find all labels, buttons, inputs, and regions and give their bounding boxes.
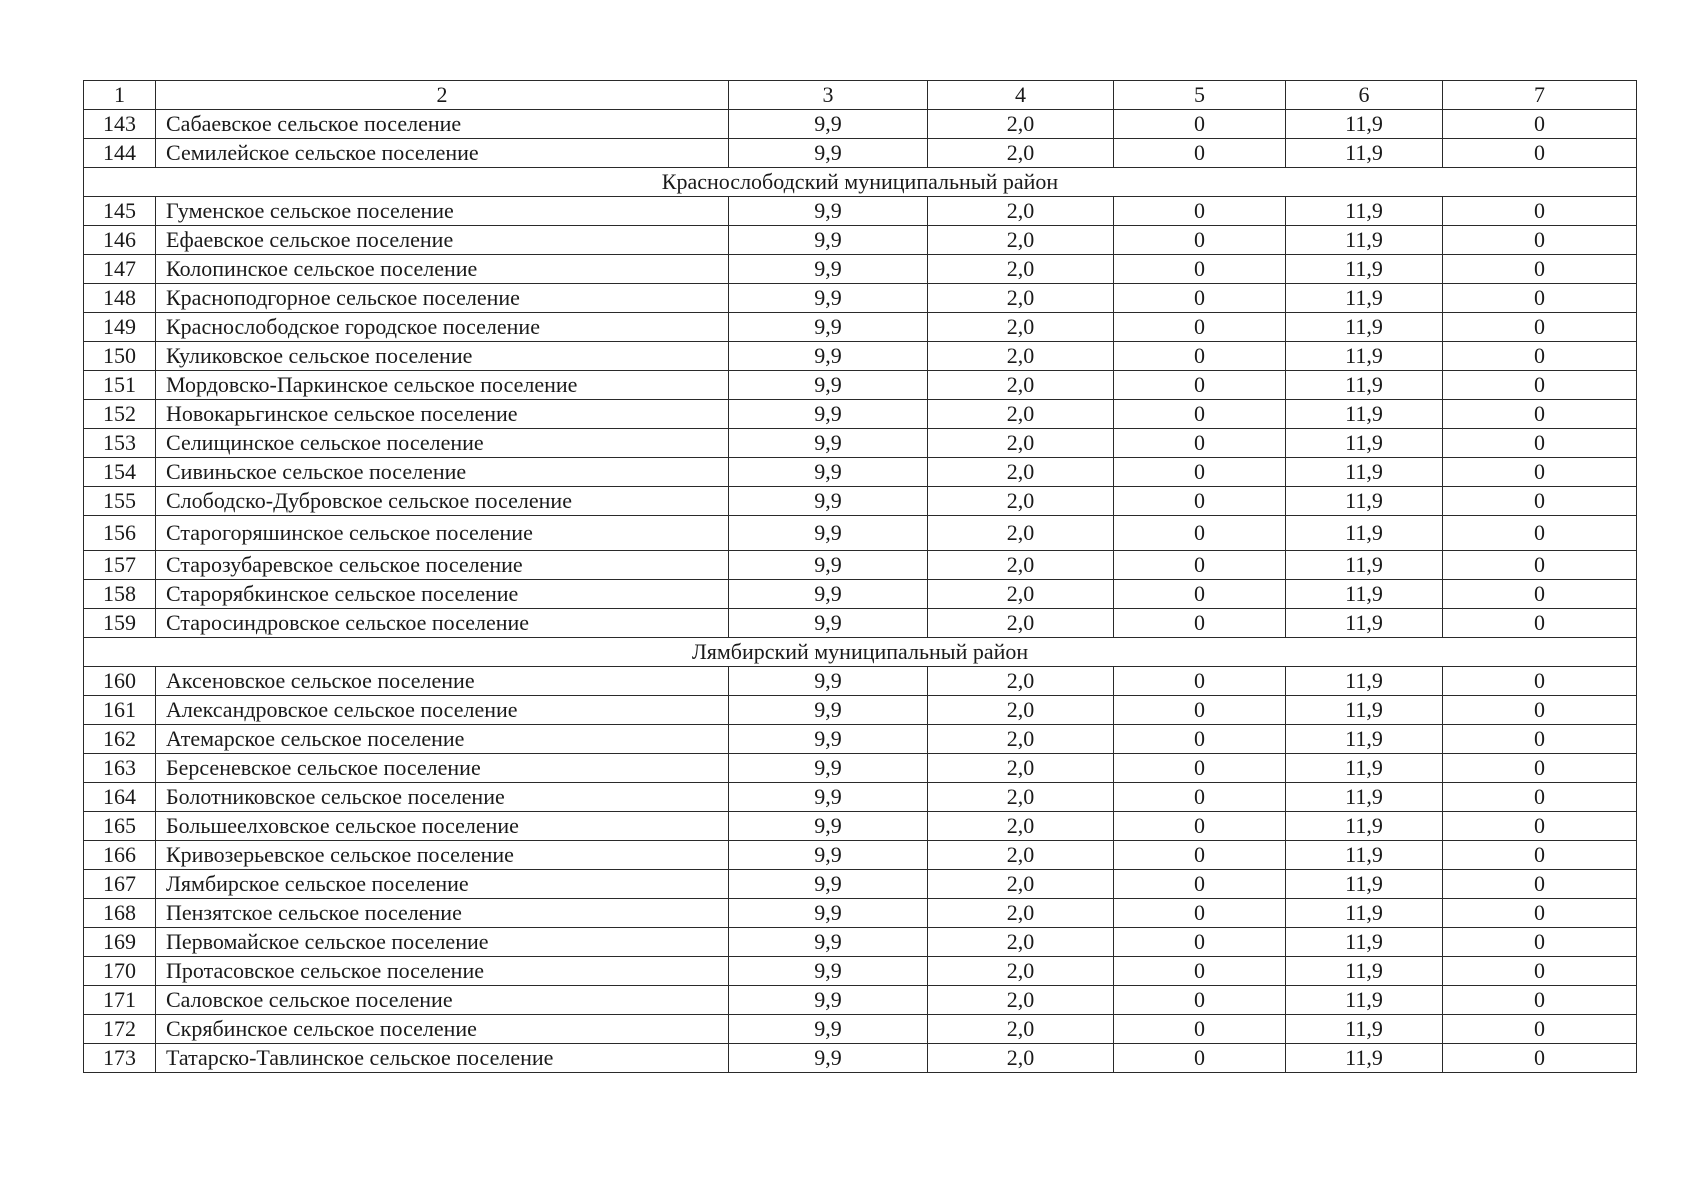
settlement-name: Селищинское сельское поселение — [156, 429, 729, 458]
value-col-5: 0 — [1114, 609, 1286, 638]
table-row — [84, 667, 1637, 696]
value-col-6: 11,9 — [1286, 371, 1443, 400]
row-number: 155 — [84, 487, 156, 516]
value-col-3: 9,9 — [729, 783, 928, 812]
value-col-7: 0 — [1443, 516, 1637, 551]
settlement-name: Атемарское сельское поселение — [156, 725, 729, 754]
column-number: 4 — [928, 81, 1114, 110]
value-col-7: 0 — [1443, 783, 1637, 812]
value-col-5: 0 — [1114, 342, 1286, 371]
settlement-name: Старозубаревское сельское поселение — [156, 551, 729, 580]
value-col-5: 0 — [1114, 986, 1286, 1015]
value-col-6: 11,9 — [1286, 725, 1443, 754]
settlement-name: Скрябинское сельское поселение — [156, 1015, 729, 1044]
value-col-5: 0 — [1114, 458, 1286, 487]
settlement-name: Большеелховское сельское поселение — [156, 812, 729, 841]
table-row — [84, 841, 1637, 870]
row-number: 143 — [84, 110, 156, 139]
value-col-6: 11,9 — [1286, 870, 1443, 899]
row-number: 148 — [84, 284, 156, 313]
value-col-7: 0 — [1443, 429, 1637, 458]
value-col-3: 9,9 — [729, 667, 928, 696]
value-col-5: 0 — [1114, 696, 1286, 725]
value-col-7: 0 — [1443, 812, 1637, 841]
value-col-5: 0 — [1114, 226, 1286, 255]
table-row — [84, 110, 1637, 139]
value-col-3: 9,9 — [729, 551, 928, 580]
value-col-7: 0 — [1443, 226, 1637, 255]
row-number: 159 — [84, 609, 156, 638]
table-row — [84, 371, 1637, 400]
column-number: 2 — [156, 81, 729, 110]
value-col-5: 0 — [1114, 783, 1286, 812]
district-title: Краснослободский муниципальный район — [84, 168, 1637, 197]
value-col-4: 2,0 — [928, 957, 1114, 986]
row-number: 168 — [84, 899, 156, 928]
value-col-6: 11,9 — [1286, 928, 1443, 957]
value-col-4: 2,0 — [928, 255, 1114, 284]
value-col-4: 2,0 — [928, 551, 1114, 580]
table-row — [84, 139, 1637, 168]
table-row — [84, 754, 1637, 783]
value-col-3: 9,9 — [729, 841, 928, 870]
row-number: 157 — [84, 551, 156, 580]
value-col-4: 2,0 — [928, 110, 1114, 139]
row-number: 149 — [84, 313, 156, 342]
value-col-6: 11,9 — [1286, 754, 1443, 783]
value-col-6: 11,9 — [1286, 342, 1443, 371]
settlement-name: Болотниковское сельское поселение — [156, 783, 729, 812]
value-col-6: 11,9 — [1286, 284, 1443, 313]
value-col-6: 11,9 — [1286, 580, 1443, 609]
settlement-name: Новокарьгинское сельское поселение — [156, 400, 729, 429]
value-col-6: 11,9 — [1286, 313, 1443, 342]
value-col-5: 0 — [1114, 313, 1286, 342]
value-col-7: 0 — [1443, 284, 1637, 313]
row-number: 161 — [84, 696, 156, 725]
table-row — [84, 487, 1637, 516]
value-col-6: 11,9 — [1286, 197, 1443, 226]
table-row — [84, 609, 1637, 638]
value-col-3: 9,9 — [729, 986, 928, 1015]
value-col-3: 9,9 — [729, 754, 928, 783]
value-col-7: 0 — [1443, 1015, 1637, 1044]
value-col-3: 9,9 — [729, 870, 928, 899]
district-header-row — [84, 168, 1637, 197]
value-col-5: 0 — [1114, 284, 1286, 313]
settlement-name: Сабаевское сельское поселение — [156, 110, 729, 139]
table-row — [84, 725, 1637, 754]
value-col-7: 0 — [1443, 754, 1637, 783]
value-col-3: 9,9 — [729, 1015, 928, 1044]
row-number: 144 — [84, 139, 156, 168]
settlement-name: Старорябкинское сельское поселение — [156, 580, 729, 609]
value-col-3: 9,9 — [729, 580, 928, 609]
value-col-7: 0 — [1443, 899, 1637, 928]
settlement-name: Саловское сельское поселение — [156, 986, 729, 1015]
value-col-5: 0 — [1114, 139, 1286, 168]
column-number: 5 — [1114, 81, 1286, 110]
column-number: 6 — [1286, 81, 1443, 110]
value-col-6: 11,9 — [1286, 400, 1443, 429]
value-col-7: 0 — [1443, 580, 1637, 609]
settlement-name: Александровское сельское поселение — [156, 696, 729, 725]
value-col-7: 0 — [1443, 139, 1637, 168]
row-number: 170 — [84, 957, 156, 986]
table-row — [84, 551, 1637, 580]
value-col-6: 11,9 — [1286, 1015, 1443, 1044]
value-col-3: 9,9 — [729, 928, 928, 957]
value-col-5: 0 — [1114, 725, 1286, 754]
value-col-5: 0 — [1114, 487, 1286, 516]
settlement-name: Ефаевское сельское поселение — [156, 226, 729, 255]
value-col-5: 0 — [1114, 197, 1286, 226]
value-col-7: 0 — [1443, 609, 1637, 638]
settlement-name: Краснослободское городское поселение — [156, 313, 729, 342]
row-number: 172 — [84, 1015, 156, 1044]
value-col-6: 11,9 — [1286, 551, 1443, 580]
value-col-3: 9,9 — [729, 812, 928, 841]
table-row — [84, 696, 1637, 725]
value-col-6: 11,9 — [1286, 609, 1443, 638]
table-row — [84, 1044, 1637, 1073]
value-col-7: 0 — [1443, 1044, 1637, 1073]
value-col-6: 11,9 — [1286, 110, 1443, 139]
table-body — [84, 81, 1637, 1073]
value-col-7: 0 — [1443, 986, 1637, 1015]
table-row — [84, 986, 1637, 1015]
value-col-3: 9,9 — [729, 342, 928, 371]
table-row — [84, 580, 1637, 609]
value-col-3: 9,9 — [729, 255, 928, 284]
value-col-6: 11,9 — [1286, 429, 1443, 458]
value-col-7: 0 — [1443, 551, 1637, 580]
value-col-7: 0 — [1443, 400, 1637, 429]
column-number: 7 — [1443, 81, 1637, 110]
row-number: 163 — [84, 754, 156, 783]
table-row — [84, 812, 1637, 841]
value-col-5: 0 — [1114, 371, 1286, 400]
row-number: 160 — [84, 667, 156, 696]
document-sheet — [83, 80, 1636, 1073]
value-col-4: 2,0 — [928, 754, 1114, 783]
value-col-4: 2,0 — [928, 928, 1114, 957]
value-col-7: 0 — [1443, 458, 1637, 487]
value-col-5: 0 — [1114, 400, 1286, 429]
value-col-4: 2,0 — [928, 139, 1114, 168]
value-col-5: 0 — [1114, 1015, 1286, 1044]
table-row — [84, 458, 1637, 487]
settlement-name: Берсеневское сельское поселение — [156, 754, 729, 783]
value-col-6: 11,9 — [1286, 957, 1443, 986]
table-row — [84, 342, 1637, 371]
value-col-7: 0 — [1443, 928, 1637, 957]
row-number: 173 — [84, 1044, 156, 1073]
row-number: 152 — [84, 400, 156, 429]
table-row — [84, 313, 1637, 342]
value-col-3: 9,9 — [729, 197, 928, 226]
value-col-3: 9,9 — [729, 371, 928, 400]
value-col-3: 9,9 — [729, 313, 928, 342]
value-col-4: 2,0 — [928, 371, 1114, 400]
value-col-6: 11,9 — [1286, 667, 1443, 696]
value-col-6: 11,9 — [1286, 487, 1443, 516]
settlement-name: Татарско-Тавлинское сельское поселение — [156, 1044, 729, 1073]
value-col-4: 2,0 — [928, 400, 1114, 429]
settlement-name: Аксеновское сельское поселение — [156, 667, 729, 696]
row-number: 154 — [84, 458, 156, 487]
value-col-6: 11,9 — [1286, 458, 1443, 487]
table-row — [84, 255, 1637, 284]
table-row — [84, 957, 1637, 986]
value-col-7: 0 — [1443, 255, 1637, 284]
table-row — [84, 226, 1637, 255]
table-row — [84, 783, 1637, 812]
value-col-4: 2,0 — [928, 783, 1114, 812]
settlement-name: Первомайское сельское поселение — [156, 928, 729, 957]
value-col-4: 2,0 — [928, 284, 1114, 313]
settlement-name: Пензятское сельское поселение — [156, 899, 729, 928]
settlement-name: Старогоряшинское сельское поселение — [156, 516, 729, 551]
table-row — [84, 928, 1637, 957]
value-col-5: 0 — [1114, 754, 1286, 783]
value-col-6: 11,9 — [1286, 255, 1443, 284]
settlement-name: Слободско-Дубровское сельское поселение — [156, 487, 729, 516]
row-number: 147 — [84, 255, 156, 284]
row-number: 171 — [84, 986, 156, 1015]
value-col-6: 11,9 — [1286, 139, 1443, 168]
value-col-5: 0 — [1114, 110, 1286, 139]
value-col-7: 0 — [1443, 841, 1637, 870]
value-col-5: 0 — [1114, 899, 1286, 928]
value-col-4: 2,0 — [928, 696, 1114, 725]
settlement-name: Кривозерьевское сельское поселение — [156, 841, 729, 870]
value-col-3: 9,9 — [729, 458, 928, 487]
value-col-4: 2,0 — [928, 812, 1114, 841]
value-col-4: 2,0 — [928, 429, 1114, 458]
value-col-3: 9,9 — [729, 957, 928, 986]
value-col-7: 0 — [1443, 313, 1637, 342]
settlements-table — [83, 80, 1637, 1073]
value-col-4: 2,0 — [928, 899, 1114, 928]
settlement-name: Красноподгорное сельское поселение — [156, 284, 729, 313]
settlement-name: Куликовское сельское поселение — [156, 342, 729, 371]
value-col-5: 0 — [1114, 551, 1286, 580]
value-col-5: 0 — [1114, 255, 1286, 284]
row-number: 164 — [84, 783, 156, 812]
value-col-3: 9,9 — [729, 110, 928, 139]
table-row — [84, 197, 1637, 226]
value-col-3: 9,9 — [729, 899, 928, 928]
value-col-6: 11,9 — [1286, 696, 1443, 725]
value-col-3: 9,9 — [729, 725, 928, 754]
value-col-4: 2,0 — [928, 725, 1114, 754]
value-col-6: 11,9 — [1286, 812, 1443, 841]
settlement-name: Семилейское сельское поселение — [156, 139, 729, 168]
table-row — [84, 284, 1637, 313]
value-col-3: 9,9 — [729, 429, 928, 458]
table-row — [84, 870, 1637, 899]
value-col-4: 2,0 — [928, 226, 1114, 255]
table-row — [84, 516, 1637, 551]
value-col-7: 0 — [1443, 725, 1637, 754]
value-col-5: 0 — [1114, 928, 1286, 957]
value-col-4: 2,0 — [928, 458, 1114, 487]
value-col-4: 2,0 — [928, 609, 1114, 638]
value-col-7: 0 — [1443, 110, 1637, 139]
value-col-6: 11,9 — [1286, 841, 1443, 870]
value-col-7: 0 — [1443, 696, 1637, 725]
row-number: 151 — [84, 371, 156, 400]
table-row — [84, 899, 1637, 928]
value-col-5: 0 — [1114, 1044, 1286, 1073]
value-col-5: 0 — [1114, 429, 1286, 458]
settlement-name: Гуменское сельское поселение — [156, 197, 729, 226]
value-col-3: 9,9 — [729, 696, 928, 725]
settlement-name: Сивиньское сельское поселение — [156, 458, 729, 487]
row-number: 145 — [84, 197, 156, 226]
value-col-7: 0 — [1443, 197, 1637, 226]
value-col-5: 0 — [1114, 580, 1286, 609]
value-col-4: 2,0 — [928, 580, 1114, 609]
value-col-3: 9,9 — [729, 139, 928, 168]
row-number: 146 — [84, 226, 156, 255]
row-number: 158 — [84, 580, 156, 609]
value-col-4: 2,0 — [928, 870, 1114, 899]
column-number: 1 — [84, 81, 156, 110]
table-row — [84, 429, 1637, 458]
row-number: 166 — [84, 841, 156, 870]
value-col-7: 0 — [1443, 487, 1637, 516]
district-title: Лямбирский муниципальный район — [84, 638, 1637, 667]
row-number: 165 — [84, 812, 156, 841]
value-col-4: 2,0 — [928, 841, 1114, 870]
table-row — [84, 1015, 1637, 1044]
settlement-name: Мордовско-Паркинское сельское поселение — [156, 371, 729, 400]
value-col-4: 2,0 — [928, 342, 1114, 371]
value-col-3: 9,9 — [729, 226, 928, 255]
value-col-7: 0 — [1443, 870, 1637, 899]
value-col-7: 0 — [1443, 667, 1637, 696]
settlement-name: Старосиндровское сельское поселение — [156, 609, 729, 638]
settlement-name: Лямбирское сельское поселение — [156, 870, 729, 899]
row-number: 156 — [84, 516, 156, 551]
table-row — [84, 400, 1637, 429]
value-col-3: 9,9 — [729, 516, 928, 551]
value-col-4: 2,0 — [928, 197, 1114, 226]
value-col-5: 0 — [1114, 957, 1286, 986]
column-number-row — [84, 81, 1637, 110]
value-col-5: 0 — [1114, 870, 1286, 899]
row-number: 162 — [84, 725, 156, 754]
value-col-6: 11,9 — [1286, 1044, 1443, 1073]
value-col-7: 0 — [1443, 957, 1637, 986]
row-number: 153 — [84, 429, 156, 458]
value-col-3: 9,9 — [729, 1044, 928, 1073]
value-col-5: 0 — [1114, 812, 1286, 841]
value-col-3: 9,9 — [729, 284, 928, 313]
value-col-3: 9,9 — [729, 487, 928, 516]
row-number: 169 — [84, 928, 156, 957]
value-col-5: 0 — [1114, 841, 1286, 870]
value-col-7: 0 — [1443, 371, 1637, 400]
value-col-4: 2,0 — [928, 1015, 1114, 1044]
value-col-6: 11,9 — [1286, 783, 1443, 812]
value-col-4: 2,0 — [928, 667, 1114, 696]
settlement-name: Протасовское сельское поселение — [156, 957, 729, 986]
value-col-6: 11,9 — [1286, 986, 1443, 1015]
value-col-4: 2,0 — [928, 516, 1114, 551]
value-col-5: 0 — [1114, 667, 1286, 696]
value-col-6: 11,9 — [1286, 899, 1443, 928]
value-col-5: 0 — [1114, 516, 1286, 551]
value-col-7: 0 — [1443, 342, 1637, 371]
district-header-row — [84, 638, 1637, 667]
value-col-4: 2,0 — [928, 1044, 1114, 1073]
value-col-4: 2,0 — [928, 313, 1114, 342]
row-number: 167 — [84, 870, 156, 899]
column-number: 3 — [729, 81, 928, 110]
value-col-3: 9,9 — [729, 400, 928, 429]
row-number: 150 — [84, 342, 156, 371]
value-col-6: 11,9 — [1286, 516, 1443, 551]
value-col-4: 2,0 — [928, 986, 1114, 1015]
value-col-4: 2,0 — [928, 487, 1114, 516]
settlement-name: Колопинское сельское поселение — [156, 255, 729, 284]
value-col-6: 11,9 — [1286, 226, 1443, 255]
value-col-3: 9,9 — [729, 609, 928, 638]
